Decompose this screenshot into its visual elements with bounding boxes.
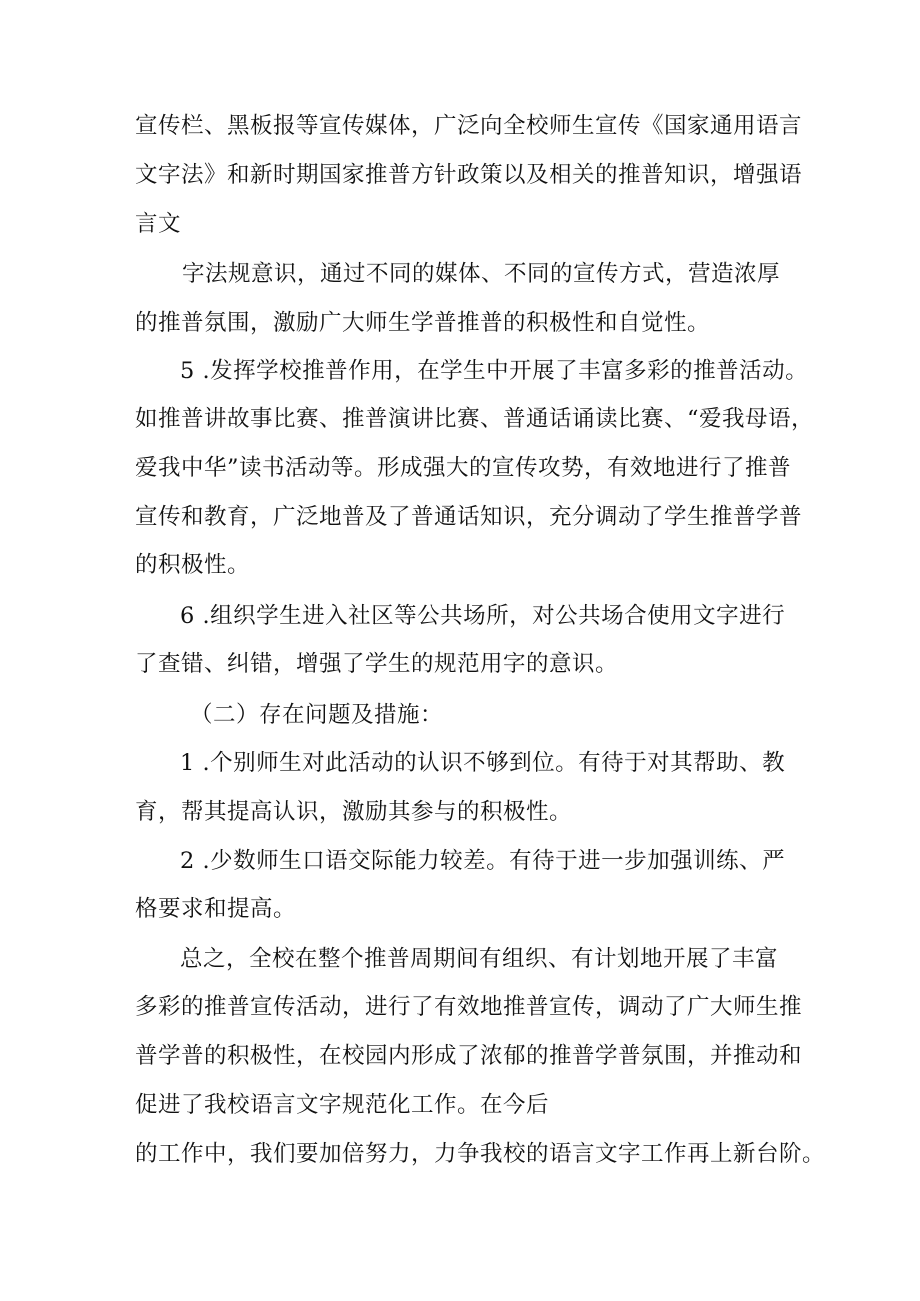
- paragraph-line: 文字法》和新时期国家推普方针政策以及相关的推普知识，增强语: [135, 162, 803, 188]
- paragraph-line: 的积极性。: [135, 552, 251, 578]
- problem-item-2: 2 .少数师生口语交际能力较差。有待于进一步加强训练、严: [180, 848, 786, 874]
- paragraph-line: 字法规意识，通过不同的媒体、不同的宣传方式，营造浓厚: [182, 261, 781, 287]
- paragraph-line: 格要求和提高。: [135, 896, 297, 922]
- list-item-6: 6 .组织学生进入社区等公共场所，对公共场合使用文字进行: [180, 603, 786, 629]
- paragraph-line: 的推普氛围，激励广大师生学普推普的积极性和自觉性。: [135, 310, 711, 336]
- paragraph-line: 的工作中，我们要加倍努力，力争我校的语言文字工作再上新台阶。: [135, 1141, 826, 1167]
- paragraph-line: 了查错、纠错，增强了学生的规范用字的意识。: [135, 651, 619, 677]
- section-heading: （二）存在问题及措施：: [190, 702, 444, 728]
- paragraph-line: 如推普讲故事比赛、推普演讲比赛、普通话诵读比赛、“爱我母语，: [135, 406, 815, 432]
- conclusion-paragraph: 总之，全校在整个推普周期间有组织、有计划地开展了丰富: [180, 946, 779, 972]
- paragraph-line: 宣传和教育，广泛地普及了普通话知识，充分调动了学生推普学普: [135, 504, 803, 530]
- paragraph-line: 育，帮其提高认识，激励其参与的积极性。: [135, 799, 573, 825]
- paragraph-line: 多彩的推普宣传活动，进行了有效地推普宣传，调动了广大师生推: [135, 994, 803, 1020]
- paragraph-line: 宣传栏、黑板报等宣传媒体，广泛向全校师生宣传《国家通用语言: [135, 113, 803, 139]
- list-item-5: 5 .发挥学校推普作用，在学生中开展了丰富多彩的推普活动。: [180, 358, 809, 384]
- paragraph-line: 爱我中华”读书活动等。形成强大的宣传攻势，有效地进行了推普: [135, 455, 792, 481]
- paragraph-line: 普学普的积极性，在校园内形成了浓郁的推普学普氛围，并推动和: [135, 1043, 803, 1069]
- problem-item-1: 1 .个别师生对此活动的认识不够到位。有待于对其帮助、教: [180, 750, 786, 776]
- paragraph-line: 言文: [135, 211, 182, 237]
- paragraph-line: 促进了我校语言文字规范化工作。在今后: [135, 1092, 550, 1118]
